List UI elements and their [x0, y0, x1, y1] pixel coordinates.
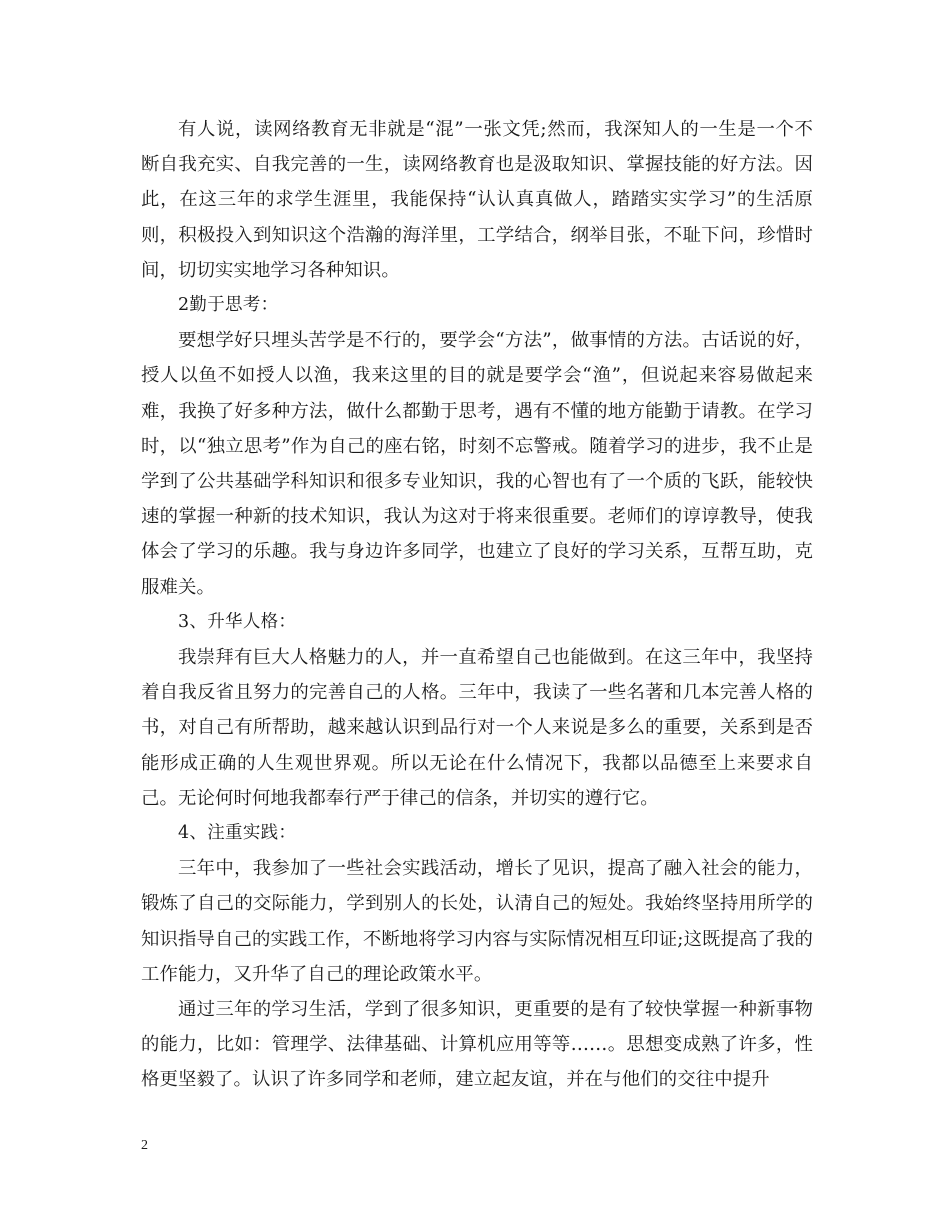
heading-focus-practice: 4、注重实践： [178, 823, 297, 844]
document-body [141, 112, 813, 1098]
paragraph-focus-practice: 三年中，我参加了一些社会实践活动，增长了见识，提高了融入社会的能力，锻炼了自己的交际能力，学到别人的长处，认清自己的短处。我始终坚持用所学的知识指导自己的实践工作，不断地将学习内容与实际情况相互印证;这既提高了我的工作能力，又升华了自己的理论政策水平。 [141, 858, 813, 985]
heading-diligent-thinking: 2勤于思考： [178, 295, 279, 316]
heading-sublimate-personality: 3、升华人格： [178, 611, 297, 632]
paragraph-summary: 通过三年的学习生活，学到了很多知识，更重要的是有了较快掌握一种新事物的能力，比如：管理学、法律基础、计算机应用等等……。思想变成熟了许多，性格更坚毅了。认识了许多同学和老师，建立起友谊，并在与他们的交往中提升 [141, 999, 813, 1091]
page-number: 2 [141, 1138, 148, 1153]
paragraph-sublimate-personality: 我崇拜有巨大人格魅力的人，并一直希望自己也能做到。在这三年中，我坚持着自我反省且努力的完善自己的人格。三年中，我读了一些名著和几本完善人格的书，对自己有所帮助，越来越认识到品行对一个人来说是多么的重要，关系到是否能形成正确的人生观世界观。所以无论在什么情况下，我都以品德至上来要求自己。无论何时何地我都奉行严于律己的信条，并切实的遵行它。 [141, 647, 813, 809]
paragraph-diligent-thinking: 要想学好只埋头苦学是不行的，要学会“方法”，做事情的方法。古话说的好，授人以鱼不如授人以渔，我来这里的目的就是要学会“渔”，但说起来容易做起来难，我换了好多种方法，做什么都勤于思考，遇有不懂的地方能勤于请教。在学习时，以“独立思考”作为自己的座右铭，时刻不忘警戒。随着学习的进步，我不止是学到了公共基础学科知识和很多专业知识，我的心智也有了一个质的飞跃，能较快速的掌握一种新的技术知识，我认为这对于将来很重要。老师们的谆谆教导，使我体会了学习的乐趣。我与身边许多同学，也建立了良好的学习关系，互帮互助，克服难关。 [141, 330, 813, 598]
paragraph-intro: 有人说，读网络教育无非就是“混”一张文凭;然而，我深知人的一生是一个不断自我充实、自我完善的一生，读网络教育也是汲取知识、掌握技能的好方法。因此，在这三年的求学生涯里，我能保持“认认真真做人，踏踏实实学习”的生活原则，积极投入到知识这个浩瀚的海洋里，工学结合，纲举目张，不耻下问，珍惜时间，切切实实地学习各种知识。 [141, 119, 813, 281]
